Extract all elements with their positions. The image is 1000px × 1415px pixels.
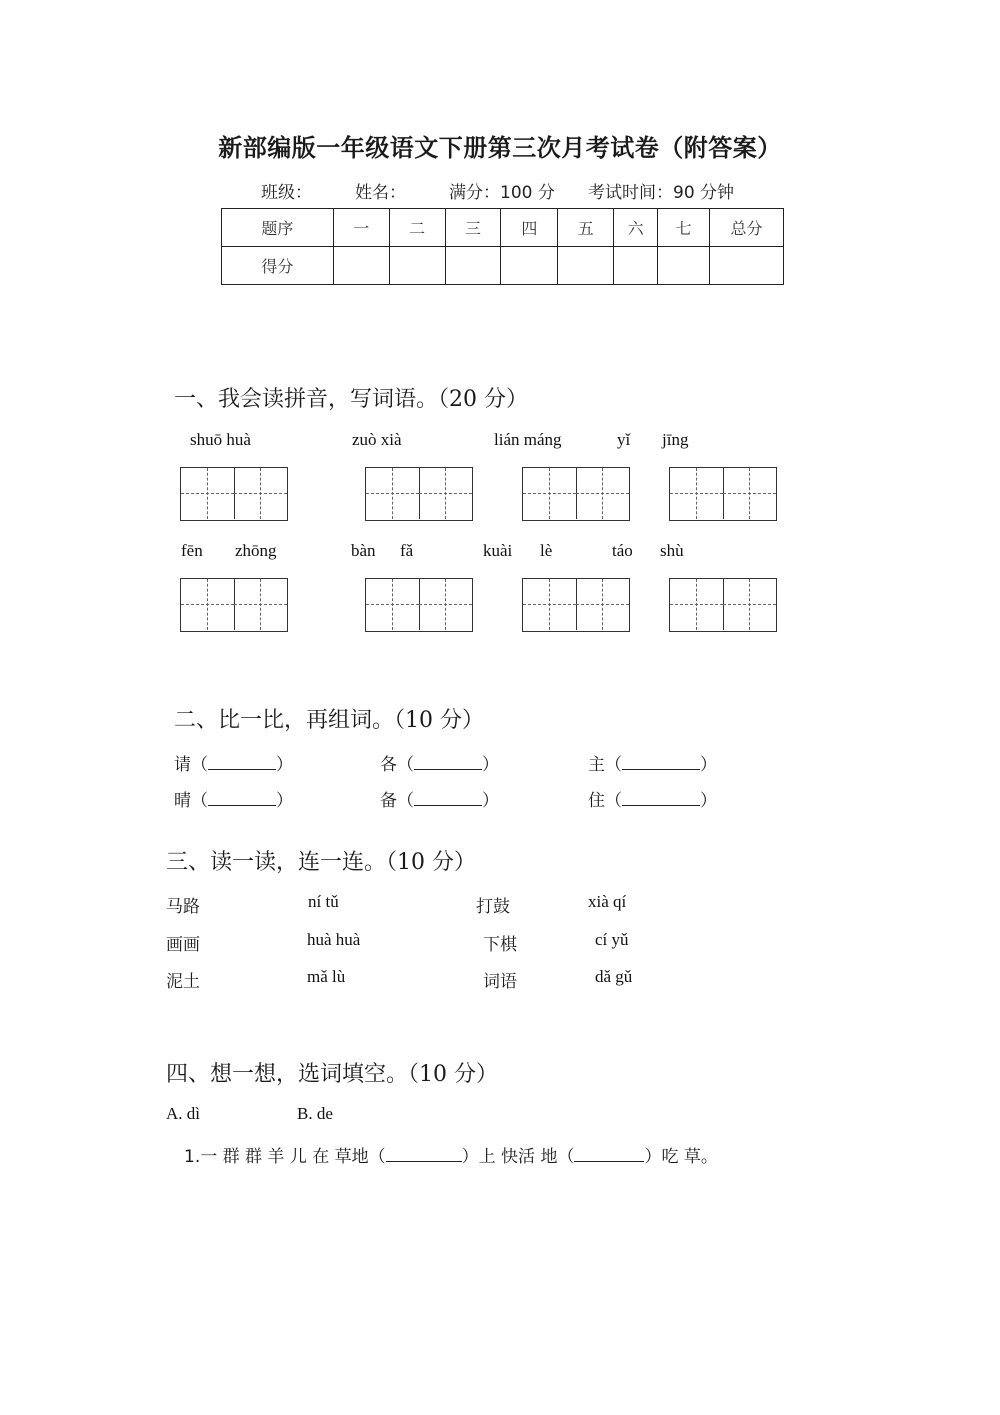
score-table [221,208,784,285]
option-b: B. de [297,1104,333,1123]
answer-blank[interactable] [208,755,276,770]
score-cell [710,247,784,285]
grid-cell [523,579,577,630]
item-char: 主（ [588,755,622,775]
writing-grid[interactable] [180,467,288,521]
match-pinyin[interactable]: ní tǔ [308,892,339,911]
table-cell: 总分 [710,209,784,247]
item-close: ） [700,755,717,775]
score-cell [333,247,389,285]
table-cell: 五 [558,209,614,247]
score-table-header-row [222,209,784,247]
pinyin: fǎ [400,541,414,560]
writing-grid[interactable] [522,578,630,632]
item-close: ） [276,755,293,775]
match-pinyin[interactable]: xià qí [588,892,627,911]
pinyin: táo [612,541,633,560]
match-pinyin[interactable]: mǎ lù [307,967,346,986]
item-char: 住（ [588,791,622,811]
pinyin: jīng [662,430,689,449]
table-cell: 七 [658,209,710,247]
match-word[interactable]: 泥土 [166,972,200,992]
word-blank-item [588,786,717,811]
grid-cell [234,468,287,519]
grid-cell [366,468,420,519]
match-word[interactable]: 打鼓 [476,897,510,917]
item-close: ） [482,791,499,811]
question-text: 1.一 群 群 羊 儿 在 草地（ [184,1147,386,1167]
name-label: 姓名： [355,183,406,203]
pinyin: fēn [181,541,203,560]
pinyin: zhōng [235,541,277,560]
grid-cell [576,468,629,519]
word-blank-item [174,750,293,775]
score-cell [658,247,710,285]
word-blank-item [588,750,717,775]
pinyin: bàn [351,541,376,560]
item-char: 各（ [380,755,414,775]
answer-blank[interactable] [622,791,700,806]
answer-blank[interactable] [574,1147,644,1162]
writing-grid[interactable] [522,467,630,521]
grid-cell [419,579,472,630]
pinyin: kuài [483,541,513,560]
grid-cell [670,468,724,519]
section1-heading: 一、我会读拼音，写词语。（20 分） [174,387,528,412]
item-close: ） [276,791,293,811]
table-cell: 三 [445,209,501,247]
score-table-score-row [222,247,784,285]
match-word[interactable]: 马路 [166,897,200,917]
grid-cell [723,579,776,630]
section2-heading: 二、比一比，再组词。（10 分） [174,708,484,733]
score-cell [389,247,445,285]
answer-blank[interactable] [622,755,700,770]
score-cell [501,247,558,285]
class-label: 班级： [261,183,312,203]
table-cell: 得分 [222,247,334,285]
match-pinyin[interactable]: cí yǔ [595,930,629,949]
score-cell [445,247,501,285]
pinyin: zuò xià [352,430,402,449]
item-char: 晴（ [174,791,208,811]
full-score: 满分：100 分 [449,183,555,203]
grid-cell [723,468,776,519]
answer-blank[interactable] [386,1147,462,1162]
option-a: A. dì [166,1104,200,1123]
table-cell: 四 [501,209,558,247]
pinyin: shuō huà [190,430,251,449]
exam-title: 新部编版一年级语文下册第三次月考试卷（附答案） [218,133,782,162]
match-pinyin[interactable]: huà huà [307,930,361,949]
grid-cell [419,468,472,519]
writing-grid[interactable] [365,578,473,632]
item-close: ） [700,791,717,811]
score-cell [614,247,658,285]
question-text: ）吃 草。 [644,1147,718,1167]
question-text: ）上 快活 地（ [461,1147,575,1167]
grid-cell [181,579,235,630]
grid-cell [234,579,287,630]
pinyin: lè [540,541,553,560]
match-word[interactable]: 下棋 [483,935,517,955]
writing-grid[interactable] [669,578,777,632]
score-cell [558,247,614,285]
match-word[interactable]: 画画 [166,935,200,955]
word-blank-item [380,750,499,775]
question-1 [184,1142,718,1167]
item-char: 备（ [380,791,414,811]
pinyin: shù [660,541,684,560]
pinyin: yǐ [617,430,631,449]
answer-blank[interactable] [414,791,482,806]
writing-grid[interactable] [180,578,288,632]
answer-blank[interactable] [414,755,482,770]
grid-cell [670,579,724,630]
table-cell: 二 [389,209,445,247]
grid-cell [366,579,420,630]
match-word[interactable]: 词语 [483,972,517,992]
grid-cell [523,468,577,519]
table-cell: 一 [333,209,389,247]
section4-heading: 四、想一想，选词填空。（10 分） [166,1062,498,1087]
exam-time: 考试时间：90 分钟 [588,183,735,203]
item-close: ） [482,755,499,775]
table-cell: 题序 [222,209,334,247]
pinyin: lián máng [494,430,562,449]
answer-blank[interactable] [208,791,276,806]
writing-grid[interactable] [365,467,473,521]
word-blank-item [380,786,499,811]
table-cell: 六 [614,209,658,247]
item-char: 请（ [174,755,208,775]
word-blank-item [174,786,293,811]
grid-cell [576,579,629,630]
section3-heading: 三、读一读，连一连。（10 分） [166,850,476,875]
match-pinyin[interactable]: dǎ gǔ [595,967,633,986]
writing-grid[interactable] [669,467,777,521]
grid-cell [181,468,235,519]
